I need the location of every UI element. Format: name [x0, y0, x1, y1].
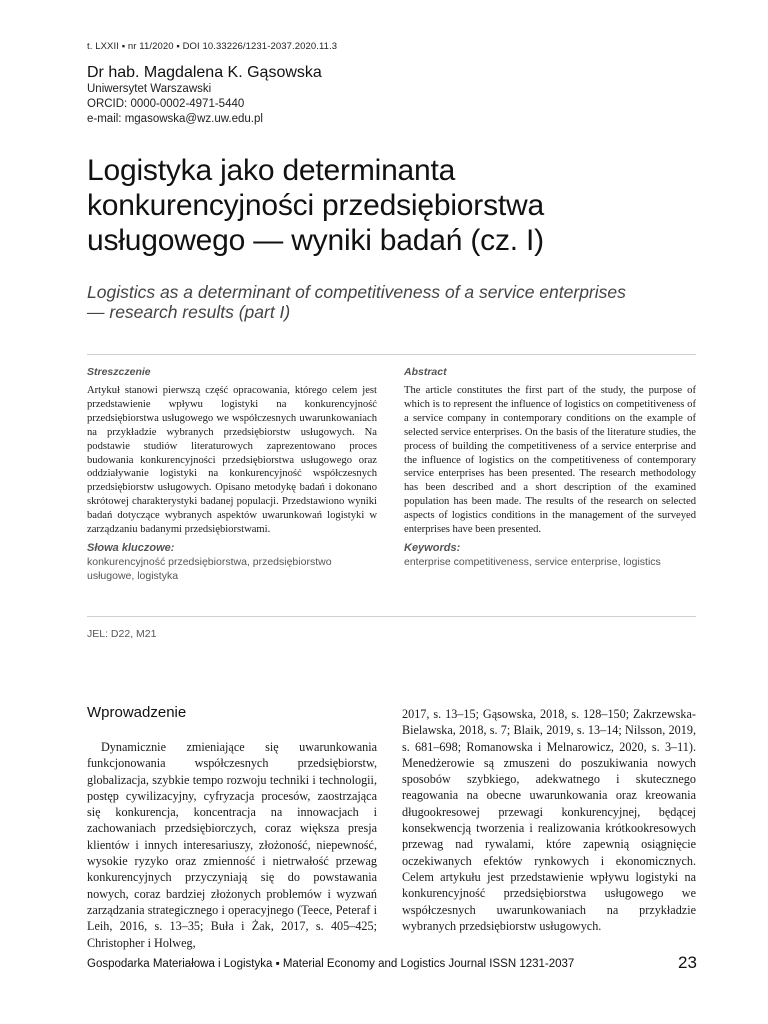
author-block — [87, 64, 322, 127]
page-number: 23 — [678, 953, 697, 972]
keywords-en-heading: Keywords: — [404, 541, 461, 554]
body-text-right-column: 2017, s. 13–15; Gąsowska, 2018, s. 128–150; Zakrzewska-Bielawska, 2018, s. 7; Blaik, 2019, s. 13–14; Nilsson, 2019, s. 681–698; Romanowska i Melnarowicz, 2020, s. 3–11). Menedżerowie są zmuszeni do poszukiwania nowych sposobów szybkiego, adekwatnego i skutecznego reagowania na obecne uwarunkowania oraz kreowania długookresowej przewagi konkurencyjnej, będącej konsekwencją tworzenia i realizowania krótkookresowych przewag nad rywalami, które zapewnią osiągnięcie oczekiwanych efektów rynkowych i ekonomicznych. Celem artykułu jest przedstawienie wpływu logistyki na konkurencyjność przedsiębiorstwa usługowego we współczesnych uwarunkowaniach na przykładzie wybranych przedsiębiorstw usługowych. — [402, 707, 696, 933]
abstract-en — [404, 366, 696, 569]
title-line-1: Logistyka jako determinanta — [87, 154, 456, 187]
author-orcid: ORCID: 0000-0002-4971-5440 — [87, 98, 245, 110]
abstract-pl — [87, 366, 377, 583]
abstract-en-text: The article constitutes the first part of the study, the purpose of which is to represent the influence of logistics on competitiveness of a service company in contemporary conditions on the example of selected service enterprises. On the basis of the literature studies, the process of building the competitiveness of a service enterprise and the influence of logistics on the competitiveness of contemporary service enterprises has been presented. The research methodology has been described and a short description of the examined population has been made. The results of the research on selected aspects of logistics conditions in the management of the surveyed enterprises have been presented. — [404, 385, 696, 536]
author-email: e-mail: mgasowska@wz.uw.edu.pl — [87, 113, 263, 125]
keywords-pl-heading: Słowa kluczowe: — [87, 541, 175, 554]
keywords-pl: konkurencyjność przedsiębiorstwa, przedsiębiorstwo usługowe, logistyka — [87, 555, 332, 582]
keywords-en: enterprise competitiveness, service enterprise, logistics — [404, 555, 661, 568]
section-heading-introduction: Wprowadzenie — [87, 704, 187, 721]
abstract-en-heading: Abstract — [404, 366, 447, 378]
title-line-2: konkurencyjności przedsiębiorstwa — [87, 189, 544, 222]
divider-bottom — [87, 616, 696, 617]
body-text-left-column: Dynamicznie zmieniające się uwarunkowania funkcjonowania współczesnych przedsiębiorstw, globalizacja, szybkie tempo rozwoju techniki i technologii, postęp cywilizacyjny, cyfryzacja procesów, zaostrzająca się konkurencja, koncentracja na innowacjach i zachowaniach przedsiębiorczych, coraz większa presja klientów i innych interesariuszy, złożoność, niepewność, wysokie ryzyko oraz zmienność i nietrwałość przewag konkurencyjnych przyczyniają się do powstawania nowych, coraz bardziej złożonych problemów i wyzwań zarządzania strategicznego i operacyjnego (Teece, Peteraf i Leih, 2016, s. 13–35; Buła i Żak, 2017, s. 405–425; Christopher i Holweg, — [87, 740, 377, 950]
paper-title — [87, 153, 707, 258]
abstract-pl-text: Artykuł stanowi pierwszą część opracowania, którego celem jest przedstawienie wpływu logistyki na konkurencyjność przedsiębiorstwa usługowego we współczesnych uwarunkowaniach na przykładzie wybranych przedsiębiorstw usługowych. Na podstawie studiów literaturowych zaprezentowano proces budowania konkurencyjności przedsiębiorstwa usługowego oraz oddziaływanie logistyki na konkurencyjność współczesnych przedsiębiorstw usługowych. Opisano metodykę badań i dokonano skrótowej charakterystyki badanej populacji. Przedstawiono wyniki badań dotyczące wybranych aspektów uwarunkowań logistyki w zarządzaniu badanymi przedsiębiorstwami. — [87, 385, 377, 536]
author-name: Dr hab. Magdalena K. Gąsowska — [87, 64, 322, 81]
paper-subtitle — [87, 282, 707, 322]
author-affiliation: Uniwersytet Warszawski — [87, 83, 212, 95]
title-line-3: usługowego — wyniki badań (cz. I) — [87, 224, 544, 257]
divider-top — [87, 354, 696, 355]
subtitle-line-1: Logistics as a determinant of competitiveness of a service enterprises — [87, 282, 626, 302]
doi-line: t. LXXII ▪ nr 11/2020 ▪ DOI 10.33226/1231-2037.2020.11.3 — [87, 41, 338, 52]
subtitle-line-2: — research results (part I) — [87, 302, 291, 322]
jel-codes: JEL: D22, M21 — [87, 628, 157, 640]
journal-footer: Gospodarka Materiałowa i Logistyka ▪ Material Economy and Logistics Journal ISSN 1231-2037 — [87, 958, 575, 970]
abstract-pl-heading: Streszczenie — [87, 366, 151, 378]
